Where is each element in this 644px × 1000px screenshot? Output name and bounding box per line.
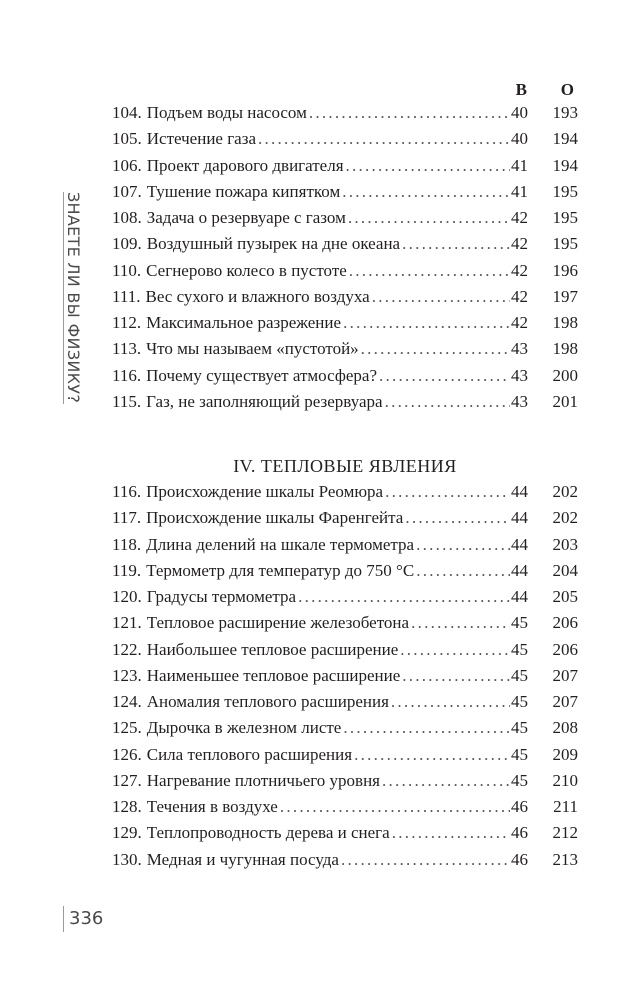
entry-page-b: 45 [511, 744, 528, 764]
leader-dots [349, 261, 510, 281]
entry-page-b: 45 [511, 718, 528, 738]
entry-number: 121. [112, 613, 142, 633]
entry-page-o: 198 [552, 313, 578, 332]
entry-title: Градусы термометра [146, 587, 297, 606]
entry-title: Задача о резервуаре с газом [146, 208, 346, 227]
leader-dots [402, 234, 510, 254]
entry-number: 106. [112, 155, 142, 175]
entry-title: Вес сухого и влажного воздуха [145, 286, 370, 306]
toc-entry [112, 692, 578, 718]
entry-title: Наибольшее тепловое расширение [146, 639, 399, 659]
entry-title: Сегнерово колесо в пустоте [146, 260, 347, 280]
entry-page-o: 194 [552, 129, 578, 149]
leader-dots [416, 561, 510, 581]
entry-number: 119. [112, 560, 142, 580]
entry-page-o: 208 [552, 718, 578, 738]
toc-entry [112, 771, 578, 797]
entry-number: 129. [112, 823, 142, 843]
leader-dots [341, 850, 510, 870]
entry-page-b: 44 [511, 534, 528, 554]
entry-title: Газ, не заполняющий резервуара [146, 391, 383, 411]
entry-page-b: 45 [511, 692, 528, 711]
column-header-b: В [515, 80, 527, 99]
leader-dots [392, 823, 510, 843]
entry-number: 115. [112, 391, 142, 411]
entry-title: Почему существует атмосфера? [146, 365, 377, 385]
entry-number: 105. [112, 129, 142, 149]
entry-page-o: 194 [552, 155, 578, 175]
entry-number: 116. [112, 482, 142, 501]
leader-dots [343, 313, 510, 333]
entry-number: 110. [112, 260, 142, 280]
toc-list-section-4 [112, 482, 578, 876]
entry-title: Подъем воды насосом [146, 103, 307, 122]
entry-page-b: 41 [511, 181, 528, 201]
toc-entry [112, 640, 578, 666]
toc-entry [112, 208, 578, 234]
entry-title: Сила теплового расширения [146, 744, 353, 764]
entry-page-o: 203 [552, 534, 578, 554]
entry-page-b: 40 [511, 129, 528, 149]
toc-entry [112, 287, 578, 313]
entry-number: 126. [112, 744, 142, 764]
entry-page-o: 202 [552, 482, 578, 501]
entry-page-o: 207 [552, 665, 578, 685]
entry-number: 122. [112, 639, 142, 659]
page-number: 336 [69, 908, 104, 929]
toc-entry [112, 535, 578, 561]
leader-dots [372, 287, 510, 307]
entry-title: Происхождение шкалы Фаренгейта [146, 508, 404, 528]
entry-title: Максимальное разрежение [146, 313, 342, 332]
leader-dots [258, 129, 510, 149]
entry-page-b: 43 [511, 339, 528, 359]
entry-page-b: 45 [511, 613, 528, 633]
entry-title: Медная и чугунная посуда [146, 849, 339, 869]
entry-page-b: 42 [511, 286, 528, 306]
entry-title: Длина делений на шкале термометра [146, 534, 415, 554]
entry-title: Течения в воздухе [146, 797, 278, 816]
toc-entry [112, 234, 578, 260]
entry-number: 128. [112, 797, 142, 816]
leader-dots [342, 182, 510, 202]
toc-entry [112, 613, 578, 639]
entry-number: 111. [112, 286, 141, 306]
toc-entry [112, 508, 578, 534]
entry-title: Проект дарового двигателя [146, 155, 344, 175]
entry-page-b: 41 [511, 155, 528, 175]
entry-page-b: 44 [511, 587, 528, 606]
entry-title: Нагревание плотничьего уровня [146, 770, 381, 790]
entry-page-o: 195 [552, 181, 578, 201]
running-header-vertical [63, 192, 82, 404]
toc-entry [112, 718, 578, 744]
toc-entry [112, 482, 578, 508]
entry-number: 104. [112, 103, 142, 122]
entry-number: 123. [112, 665, 142, 685]
entry-page-b: 46 [511, 797, 528, 816]
entry-page-b: 40 [511, 103, 528, 122]
toc-entry [112, 156, 578, 182]
leader-dots [379, 366, 510, 386]
entry-title: Воздушный пузырек на дне океана [146, 234, 401, 254]
entry-title: Дырочка в железном листе [146, 718, 342, 738]
toc-entry [112, 587, 578, 613]
side-title-text: ЗНАЕТЕ ЛИ ВЫ ФИЗИКУ? [64, 192, 83, 404]
entry-page-o: 195 [552, 234, 578, 254]
leader-dots [416, 535, 510, 555]
leader-dots [382, 771, 510, 791]
entry-page-o: 206 [552, 639, 578, 659]
entry-page-b: 45 [511, 665, 528, 685]
entry-page-b: 46 [511, 823, 528, 843]
entry-number: 109. [112, 234, 142, 254]
leader-dots [385, 392, 510, 412]
leader-dots [385, 482, 510, 502]
entry-number: 117. [112, 508, 142, 528]
entry-page-o: 195 [552, 208, 578, 227]
leader-dots [361, 339, 510, 359]
entry-number: 127. [112, 770, 142, 790]
toc-entry [112, 261, 578, 287]
toc-entry [112, 561, 578, 587]
toc-entry [112, 797, 578, 823]
entry-title: Наименьшее тепловое расширение [146, 665, 401, 685]
entry-page-b: 44 [511, 508, 528, 528]
leader-dots [391, 692, 510, 712]
page-footer [63, 906, 103, 932]
entry-page-b: 42 [511, 234, 528, 254]
entry-number: 113. [112, 339, 142, 359]
column-headers [112, 76, 578, 102]
entry-page-o: 210 [552, 770, 578, 790]
entry-page-o: 209 [552, 744, 578, 764]
entry-page-b: 43 [511, 365, 528, 385]
entry-title: Теплопроводность дерева и снега [146, 823, 390, 843]
entry-number: 130. [112, 849, 142, 869]
entry-number: 124. [112, 692, 142, 711]
entry-title: Происхождение шкалы Реомюра [146, 482, 384, 501]
entry-page-o: 207 [552, 692, 578, 711]
toc-entry [112, 129, 578, 155]
toc-entry [112, 745, 578, 771]
entry-page-o: 196 [552, 260, 578, 280]
leader-dots [411, 613, 510, 633]
entry-title: Истечение газа [146, 129, 256, 149]
leader-dots [298, 587, 510, 607]
leader-dots [354, 745, 510, 765]
entry-number: 108. [112, 208, 142, 227]
entry-page-b: 44 [511, 482, 528, 501]
entry-page-o: 202 [552, 508, 578, 528]
toc-entry [112, 850, 578, 876]
entry-page-o: 197 [552, 286, 578, 306]
entry-page-o: 206 [552, 613, 578, 633]
entry-page-o: 213 [552, 849, 578, 869]
leader-dots [402, 666, 510, 686]
entry-page-o: 205 [552, 587, 578, 606]
entry-number: 107. [112, 181, 142, 201]
toc-entry [112, 182, 578, 208]
leader-dots [400, 640, 510, 660]
entry-page-o: 211 [553, 797, 578, 816]
entry-page-o: 204 [552, 560, 578, 580]
entry-title: Термометр для температур до 750 °С [146, 560, 415, 580]
toc-entry [112, 823, 578, 849]
entry-page-b: 44 [511, 560, 528, 580]
entry-page-b: 43 [511, 391, 528, 411]
entry-page-o: 201 [552, 391, 578, 411]
entry-number: 125. [112, 718, 142, 738]
toc-entry [112, 103, 578, 129]
toc-entry [112, 666, 578, 692]
entry-page-b: 46 [511, 849, 528, 869]
toc-entry [112, 339, 578, 365]
leader-dots [405, 508, 510, 528]
entry-title: Что мы называем «пустотой» [146, 339, 359, 359]
entry-number: 116. [112, 365, 142, 385]
entry-page-o: 198 [552, 339, 578, 359]
entry-page-o: 212 [552, 823, 578, 843]
leader-dots [348, 208, 510, 228]
toc-entry [112, 366, 578, 392]
leader-dots [346, 156, 510, 176]
section-heading: IV. ТЕПЛОВЫЕ ЯВЛЕНИЯ [233, 456, 457, 476]
toc-list-section-3 [112, 103, 578, 418]
entry-page-o: 200 [552, 365, 578, 385]
toc-entry [112, 392, 578, 418]
entry-page-b: 45 [511, 639, 528, 659]
entry-title: Аномалия теплового расширения [146, 692, 389, 711]
leader-dots [343, 718, 510, 738]
entry-number: 120. [112, 587, 142, 606]
entry-page-b: 42 [511, 313, 528, 332]
entry-page-b: 45 [511, 770, 528, 790]
toc-entry [112, 313, 578, 339]
entry-title: Тушение пожара кипятком [146, 181, 341, 201]
column-header-o: О [560, 80, 574, 99]
leader-dots [280, 797, 510, 817]
entry-number: 112. [112, 313, 142, 332]
entry-title: Тепловое расширение железобетона [146, 613, 410, 633]
entry-page-b: 42 [511, 208, 528, 227]
entry-number: 118. [112, 534, 142, 554]
entry-page-b: 42 [511, 260, 528, 280]
leader-dots [309, 103, 510, 123]
entry-page-o: 193 [552, 103, 578, 122]
